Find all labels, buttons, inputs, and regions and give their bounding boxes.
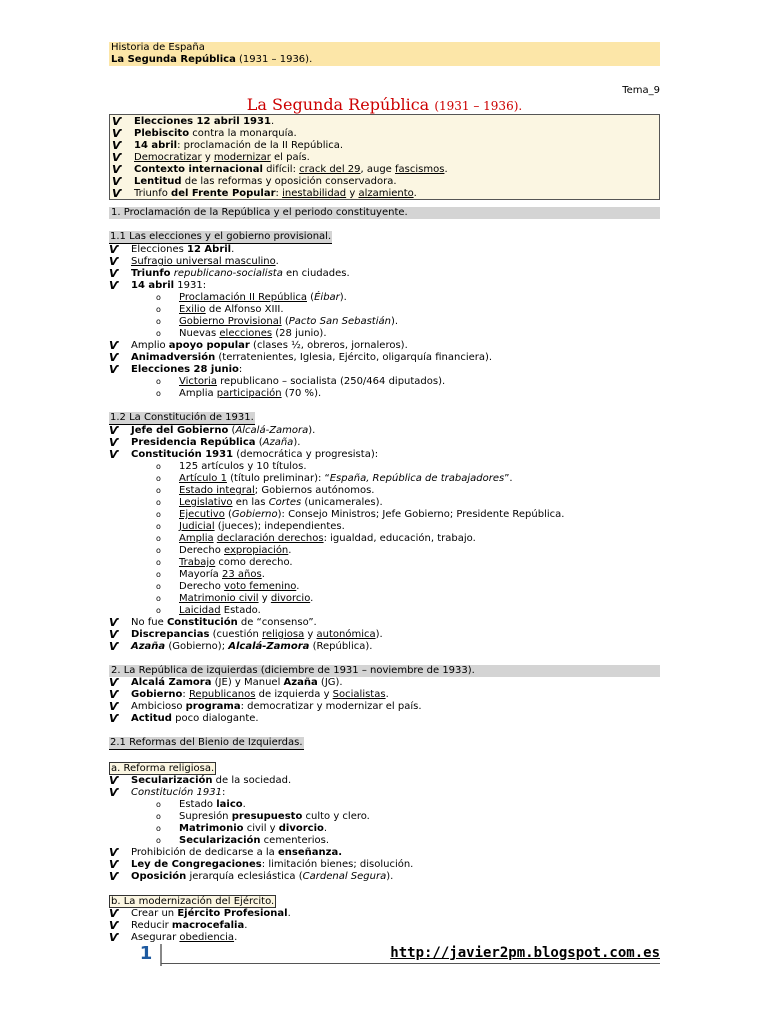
item-text: Ambicioso programa: democratizar y modernizar el país. — [131, 701, 422, 712]
item-text: Nuevas elecciones (28 junio). — [179, 328, 327, 339]
sub-bullet-icon: o — [156, 305, 161, 314]
bullet-icon: Ѵ — [109, 688, 119, 701]
item-text: Matrimonio civil y divorcio. — [179, 823, 328, 834]
list-item — [109, 437, 660, 449]
item-text: Triunfo del Frente Popular: inestabilidad y alzamiento. — [134, 188, 417, 199]
list-item — [112, 152, 659, 164]
sub-bullet-icon: o — [156, 474, 161, 483]
list-item — [109, 316, 660, 328]
list-item — [109, 713, 660, 725]
list-item — [109, 811, 660, 823]
item-text: Amplia participación (70 %). — [179, 388, 322, 399]
list-item — [109, 304, 660, 316]
item-text: Estado integral; Gobiernos autónomos. — [179, 485, 375, 496]
outline-list — [109, 908, 660, 944]
bullet-icon: Ѵ — [109, 858, 119, 871]
list-item — [109, 364, 660, 376]
page-title: La Segunda República (1931 – 1936). — [246, 95, 523, 114]
bullet-icon: Ѵ — [109, 255, 119, 268]
item-text: Asegurar obediencia. — [131, 932, 238, 943]
list-item — [109, 581, 660, 593]
sub-bullet-icon: o — [156, 317, 161, 326]
list-item — [109, 340, 660, 352]
list-item — [109, 461, 660, 473]
list-item — [109, 449, 660, 461]
item-text: Elecciones 12 Abril. — [131, 244, 235, 255]
subsection-heading: b. La modernización del Ejército. — [111, 896, 275, 907]
header-subject: Historia de España — [111, 42, 205, 53]
item-text: Crear un Ejército Profesional. — [131, 908, 291, 919]
item-text: Judicial (jueces); independientes. — [179, 521, 345, 532]
list-item — [109, 497, 660, 509]
item-text: Exilio de Alfonso XIII. — [179, 304, 284, 315]
outline-list — [109, 244, 660, 400]
list-item — [109, 835, 660, 847]
footer-rule — [161, 963, 660, 964]
bullet-icon: Ѵ — [112, 127, 122, 140]
item-text: Elecciones 28 junio: — [131, 364, 243, 375]
item-text: Democratizar y modernizar el país. — [134, 152, 310, 163]
list-item — [109, 280, 660, 292]
item-text: Matrimonio civil y divorcio. — [179, 593, 314, 604]
item-text: 125 artículos y 10 títulos. — [179, 461, 307, 472]
list-item — [109, 932, 660, 944]
sub-bullet-icon: o — [156, 836, 161, 845]
list-item — [109, 701, 660, 713]
bullet-icon: Ѵ — [109, 436, 119, 449]
bullet-icon: Ѵ — [112, 163, 122, 176]
list-item — [109, 629, 660, 641]
sub-bullet-icon: o — [156, 462, 161, 471]
subsection-heading: 2.1 Reformas del Bienio de Izquierdas. — [110, 737, 303, 748]
subsection-heading: a. Reforma religiosa. — [111, 763, 215, 774]
list-item — [109, 557, 660, 569]
list-item — [109, 268, 660, 280]
item-text: Animadversión (terratenientes, Iglesia, Ejército, oligarquía financiera). — [131, 352, 493, 363]
bullet-icon: Ѵ — [112, 139, 122, 152]
running-header — [109, 42, 660, 66]
list-item — [109, 352, 660, 364]
bullet-icon: Ѵ — [112, 175, 122, 188]
bullet-icon: Ѵ — [109, 712, 119, 725]
bullet-icon: Ѵ — [109, 424, 119, 437]
list-item — [109, 617, 660, 629]
list-item — [109, 533, 660, 545]
item-text: Presidencia República (Azaña). — [131, 437, 301, 448]
list-item — [109, 593, 660, 605]
sub-bullet-icon: o — [156, 594, 161, 603]
tema-label: Tema_9 — [622, 85, 660, 96]
bullet-icon: Ѵ — [112, 187, 122, 200]
list-item — [109, 823, 660, 835]
list-item — [112, 164, 659, 176]
list-item — [109, 799, 660, 811]
list-item — [109, 859, 660, 871]
bullet-icon: Ѵ — [109, 339, 119, 352]
item-text: Discrepancias (cuestión religiosa y autonómica). — [131, 629, 383, 640]
bullet-icon: Ѵ — [109, 267, 119, 280]
item-text: No fue Constitución de “consenso”. — [131, 617, 317, 628]
list-item — [109, 388, 660, 400]
bullet-icon: Ѵ — [109, 628, 119, 641]
list-item — [109, 473, 660, 485]
list-item — [109, 569, 660, 581]
sub-bullet-icon: o — [156, 546, 161, 555]
item-text: Plebiscito contra la monarquía. — [134, 128, 297, 139]
item-text: Derecho expropiación. — [179, 545, 292, 556]
list-item — [109, 787, 660, 799]
sub-bullet-icon: o — [156, 558, 161, 567]
item-text: Constitución 1931: — [131, 787, 226, 798]
list-item — [109, 775, 660, 787]
item-text: Laicidad Estado. — [179, 605, 261, 616]
bullet-icon: Ѵ — [109, 786, 119, 799]
item-text: Derecho voto femenino. — [179, 581, 300, 592]
item-text: Sufragio universal masculino. — [131, 256, 279, 267]
item-text: Supresión presupuesto culto y clero. — [179, 811, 370, 822]
list-item — [109, 256, 660, 268]
sub-bullet-icon: o — [156, 570, 161, 579]
list-item — [109, 871, 660, 883]
sub-bullet-icon: o — [156, 606, 161, 615]
list-item — [109, 908, 660, 920]
item-text: Contexto internacional difícil: crack del 29, auge fascismos. — [134, 164, 448, 175]
sub-bullet-icon: o — [156, 389, 161, 398]
blog-link[interactable]: http://javier2pm.blogspot.com.es — [390, 945, 660, 961]
list-item — [109, 485, 660, 497]
outline-list — [109, 677, 660, 725]
page-number: 1 — [139, 943, 153, 964]
item-text: Triunfo republicano-socialista en ciudades. — [131, 268, 350, 279]
bullet-icon: Ѵ — [109, 640, 119, 653]
item-text: Gobierno: Republicanos de izquierda y Socialistas. — [131, 689, 389, 700]
bullet-icon: Ѵ — [109, 616, 119, 629]
section-heading: 2. La República de izquierdas (diciembre de 1931 – noviembre de 1933). — [109, 665, 660, 677]
sub-bullet-icon: o — [156, 329, 161, 338]
list-item — [109, 605, 660, 617]
list-item — [112, 140, 659, 152]
item-text: Victoria republicano – socialista (250/464 diputados). — [179, 376, 446, 387]
sub-bullet-icon: o — [156, 293, 161, 302]
bullet-icon: Ѵ — [109, 931, 119, 944]
bullet-icon: Ѵ — [109, 846, 119, 859]
bullet-icon: Ѵ — [109, 363, 119, 376]
item-text: Artículo 1 (título preliminar): “España, República de trabajadores”. — [179, 473, 513, 484]
subsection-heading: 1.1 Las elecciones y el gobierno provisional. — [110, 231, 332, 242]
list-item — [112, 116, 659, 128]
list-item — [109, 545, 660, 557]
sub-bullet-icon: o — [156, 498, 161, 507]
item-text: Jefe del Gobierno (Alcalá-Zamora). — [131, 425, 316, 436]
item-text: Oposición jerarquía eclesiástica (Cardenal Segura). — [131, 871, 394, 882]
bullet-icon: Ѵ — [109, 700, 119, 713]
sub-bullet-icon: o — [156, 800, 161, 809]
sub-bullet-icon: o — [156, 824, 161, 833]
item-text: Trabajo como derecho. — [179, 557, 293, 568]
list-item — [109, 641, 660, 653]
item-text: Legislativo en las Cortes (unicamerales). — [179, 497, 383, 508]
item-text: Gobierno Provisional (Pacto San Sebastián). — [179, 316, 399, 327]
sub-bullet-icon: o — [156, 582, 161, 591]
item-text: Reducir macrocefalia. — [131, 920, 248, 931]
bullet-icon: Ѵ — [109, 676, 119, 689]
item-text: Ejecutivo (Gobierno): Consejo Ministros; Jefe Gobierno; Presidente República. — [179, 509, 565, 520]
list-item — [109, 521, 660, 533]
summary-box — [109, 114, 660, 200]
list-item — [109, 328, 660, 340]
bullet-icon: Ѵ — [112, 115, 122, 128]
sub-bullet-icon: o — [156, 522, 161, 531]
bullet-icon: Ѵ — [109, 870, 119, 883]
list-item — [112, 188, 659, 200]
list-item — [109, 425, 660, 437]
sub-bullet-icon: o — [156, 510, 161, 519]
item-text: Lentitud de las reformas y oposición conservadora. — [134, 176, 397, 187]
item-text: Amplio apoyo popular (clases ½, obreros, jornaleros). — [131, 340, 408, 351]
header-title: La Segunda República (1931 – 1936). — [111, 54, 313, 65]
sub-bullet-icon: o — [156, 534, 161, 543]
outline-list — [109, 775, 660, 883]
list-item — [109, 509, 660, 521]
item-text: Proclamación II República (Éibar). — [179, 292, 347, 303]
section-heading: 1. Proclamación de la República y el periodo constituyente. — [109, 207, 660, 219]
item-text: Secularización de la sociedad. — [131, 775, 292, 786]
item-text: Alcalá Zamora (JE) y Manuel Azaña (JG). — [131, 677, 343, 688]
item-text: 14 abril: proclamación de la II República. — [134, 140, 344, 151]
bullet-icon: Ѵ — [112, 151, 122, 164]
list-item — [109, 689, 660, 701]
list-item — [109, 292, 660, 304]
bullet-icon: Ѵ — [109, 448, 119, 461]
item-text: Actitud poco dialogante. — [131, 713, 259, 724]
list-item — [109, 847, 660, 859]
list-item — [112, 128, 659, 140]
sub-bullet-icon: o — [156, 812, 161, 821]
bullet-icon: Ѵ — [109, 907, 119, 920]
item-text: 14 abril 1931: — [131, 280, 207, 291]
item-text: Secularización cementerios. — [179, 835, 330, 846]
item-text: Constitución 1931 (democrática y progresista): — [131, 449, 379, 460]
item-text: Elecciones 12 abril 1931. — [134, 116, 275, 127]
item-text: Estado laico. — [179, 799, 246, 810]
list-item — [112, 176, 659, 188]
item-text: Amplia declaración derechos: igualdad, educación, trabajo. — [179, 533, 476, 544]
list-item — [109, 376, 660, 388]
item-text: Mayoría 23 años. — [179, 569, 265, 580]
bullet-icon: Ѵ — [109, 919, 119, 932]
subsection-heading: 1.2 La Constitución de 1931. — [110, 412, 254, 423]
bullet-icon: Ѵ — [109, 774, 119, 787]
list-item — [109, 677, 660, 689]
sub-bullet-icon: o — [156, 486, 161, 495]
list-item — [109, 920, 660, 932]
list-item — [109, 244, 660, 256]
sub-bullet-icon: o — [156, 377, 161, 386]
item-text: Azaña (Gobierno); Alcalá-Zamora (República). — [131, 641, 373, 652]
outline-list — [109, 425, 660, 653]
item-text: Ley de Congregaciones: limitación bienes; disolución. — [131, 859, 414, 870]
bullet-icon: Ѵ — [109, 279, 119, 292]
bullet-icon: Ѵ — [109, 243, 119, 256]
content — [109, 207, 660, 944]
item-text: Prohibición de dedicarse a la enseñanza. — [131, 847, 342, 858]
bullet-icon: Ѵ — [109, 351, 119, 364]
